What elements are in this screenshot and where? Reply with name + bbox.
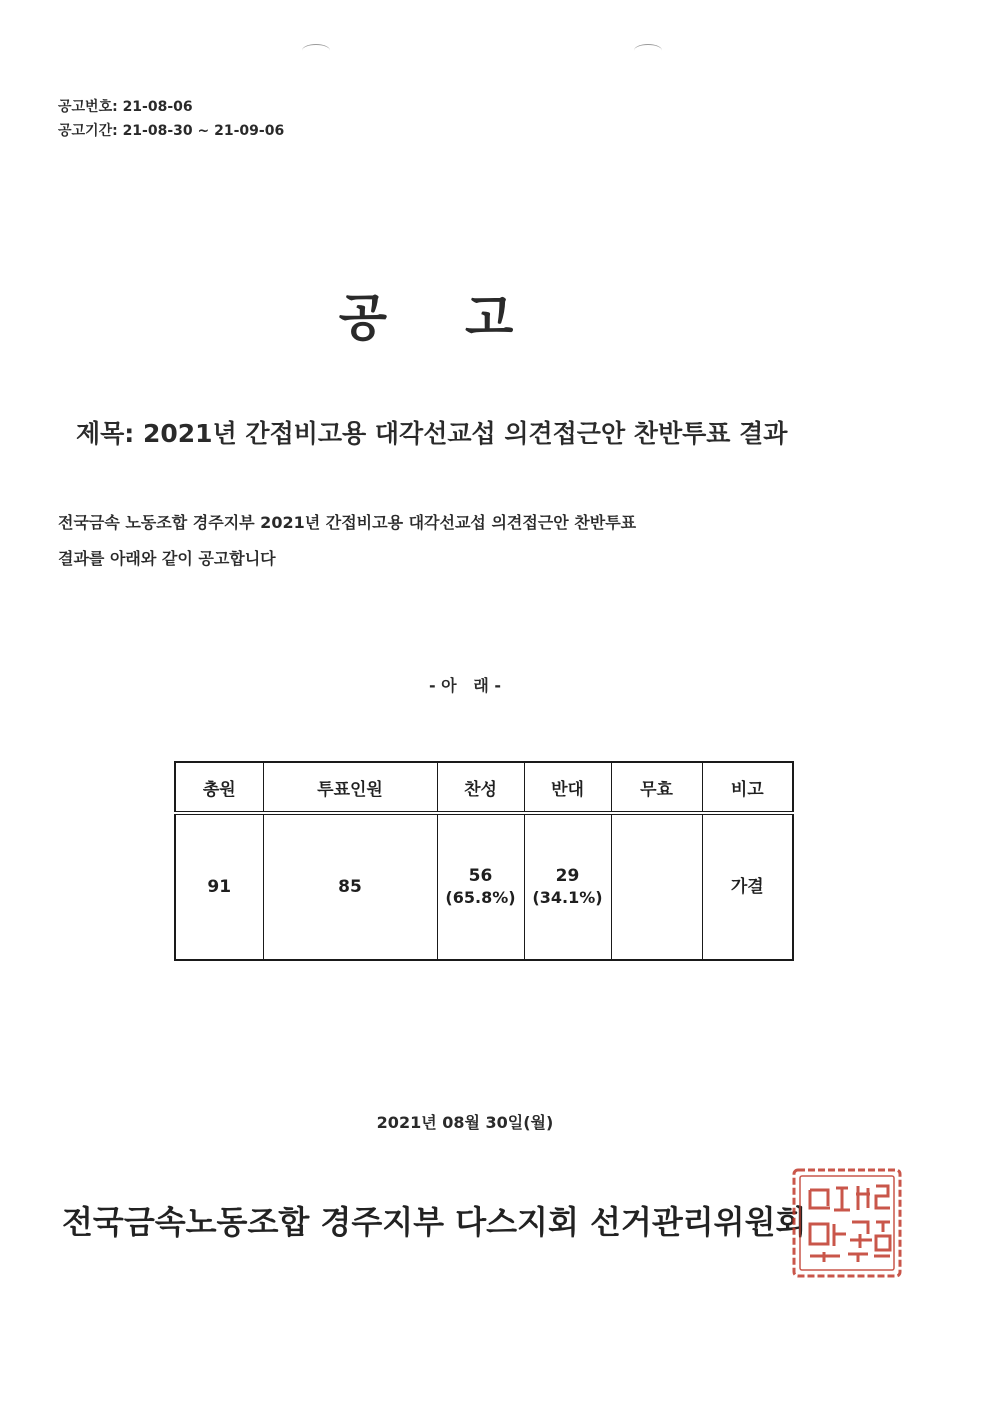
page-title: 공고: [338, 289, 592, 347]
header-voters: 투표인원: [263, 762, 437, 813]
yes-percent: (65.8%): [445, 888, 516, 907]
header-yes: 찬성: [437, 762, 524, 813]
below-label: - 아 래 -: [428, 676, 502, 695]
punch-hole-left: [302, 44, 330, 57]
notice-period: 공고기간: 21-08-30 ~ 21-09-06: [58, 123, 285, 139]
header-total: 총원: [175, 762, 263, 813]
no-percent: (34.1%): [532, 888, 603, 907]
notice-date: 2021년 08월 30일(월): [376, 1113, 554, 1132]
issuer-name: 전국금속노동조합 경주지부 다스지회 선거관리위원회: [62, 1203, 807, 1241]
body-text-line-2: 결과를 아래와 같이 공고합니다: [58, 549, 276, 568]
notice-number: 공고번호: 21-08-06: [58, 99, 193, 115]
result-table: [174, 761, 794, 961]
header-no: 반대: [524, 762, 611, 813]
yes-count: 56: [468, 866, 493, 886]
cell-no: [524, 813, 611, 960]
header-invalid: 무효: [611, 762, 702, 813]
cell-note: 가결: [702, 813, 793, 960]
table-row: [175, 813, 793, 960]
cell-yes: [437, 813, 524, 960]
punch-hole-right: [634, 44, 662, 57]
table-header-row: [175, 762, 793, 813]
no-count: 29: [555, 866, 580, 886]
subject-line: 제목: 2021년 간접비고용 대각선교섭 의견접근안 찬반투표 결과: [76, 419, 788, 448]
body-text-line-1: 전국금속 노동조합 경주지부 2021년 간접비고용 대각선교섭 의견접근안 찬반투표: [58, 513, 637, 532]
cell-total: 91: [175, 813, 263, 960]
cell-invalid: [611, 813, 702, 960]
cell-voters: 85: [263, 813, 437, 960]
header-note: 비고: [702, 762, 793, 813]
official-seal-stamp: [788, 1164, 906, 1282]
